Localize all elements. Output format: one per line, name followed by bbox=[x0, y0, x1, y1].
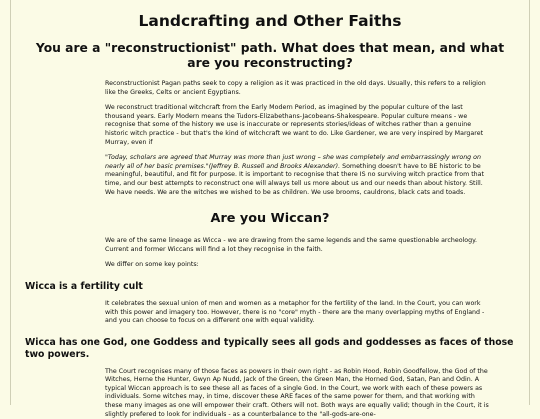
reconstructionist-paragraph-3-rest: Something doesn't have to BE historic to be meaningful, beautiful, and fit for purpose. It is important to recognise that there IS no surviving witch practice from that time, and our best attempts to reconstruct one will always tell us more about us and our needs than about history. Still. We have needs. We are the witches we wished to be as children. We use brooms, cauldrons, black cats and toads. bbox=[105, 162, 484, 196]
reconstructionist-paragraph-3 bbox=[25, 154, 515, 197]
page-title: Landcrafting and Other Faiths bbox=[138, 12, 402, 30]
reconstructionist-paragraph-1: Reconstructionist Pagan paths seek to copy a religion as it was practiced in the old days. Usually, this refers to a religion like the Greeks, Celts or ancient Egyptians. bbox=[105, 80, 486, 96]
murray-quote: "Today, scholars are agreed that Murray was more than just wrong – she was completely and embarrassingly wrong on nearly all of her basic premises."(Jeffrey B. Russell and Brooks Alexander). bbox=[105, 154, 482, 170]
reconstructionist-heading: You are a "reconstructionist" path. What does that mean, and what are you reconstructing? bbox=[35, 41, 505, 70]
page-content bbox=[11, 0, 529, 419]
one-god-heading: Wicca has one God, one Goddess and typically sees all gods and goddesses as faces of those two powers. bbox=[25, 336, 514, 360]
wiccan-heading: Are you Wiccan? bbox=[210, 211, 330, 227]
wiccan-paragraph-1: We are of the same lineage as Wicca - we are drawing from the same legends and the same questionable archeology. Current and former Wiccans will find a lot they recognise in the faith. bbox=[105, 237, 477, 253]
reconstructionist-paragraph-2: We reconstruct traditional witchcraft from the Early Modern Period, as imagined by the popular culture of the last thousand years. Early Modern means the Tudors-Elizabethans-Jacobeans-Shakespeare. Popular culture means - we recognise that some of the history we use is inaccurate or represents stories/ideas of witches rather than a genuine historic witch practice - but that's the kind of witchcraft we want to do. Like Gardener, we are very inspired by Margaret Murray, even if bbox=[105, 104, 484, 146]
fertility-paragraph: It celebrates the sexual union of men and women as a metaphor for the fertility of the land. In the Court, you can work with this power and imagery too. However, there is no "core" myth - there are the many overlapping myths of England - and you can choose to focus on a different one with equal validity. bbox=[105, 299, 485, 325]
page bbox=[10, 0, 530, 418]
wiccan-paragraph-2: We differ on some key points: bbox=[105, 261, 199, 269]
one-god-paragraph: The Court recognises many of those faces as powers in their own right - as Robin Hood, Robin Goodfellow, the God of the Witches, Herne the Hunter, Gwyn Ap Nudd, Jack of the Green, the Green Man, the Horned God, Satan, Pan and Odin. A typical Wiccan approach is to see these all as faces of a single God. In the Court, we work with each of these powers as individuals. Some witches may, in time, discover these ARE faces of the same power for them, and that working with these many images as one will empower their craft. Others will not. Both ways are equally valid; though in the Court, it is slightly prefered to look for individuals - as a counterbalance to the "all-gods-are-one- bbox=[105, 367, 489, 418]
fertility-heading: Wicca is a fertility cult bbox=[25, 280, 143, 292]
